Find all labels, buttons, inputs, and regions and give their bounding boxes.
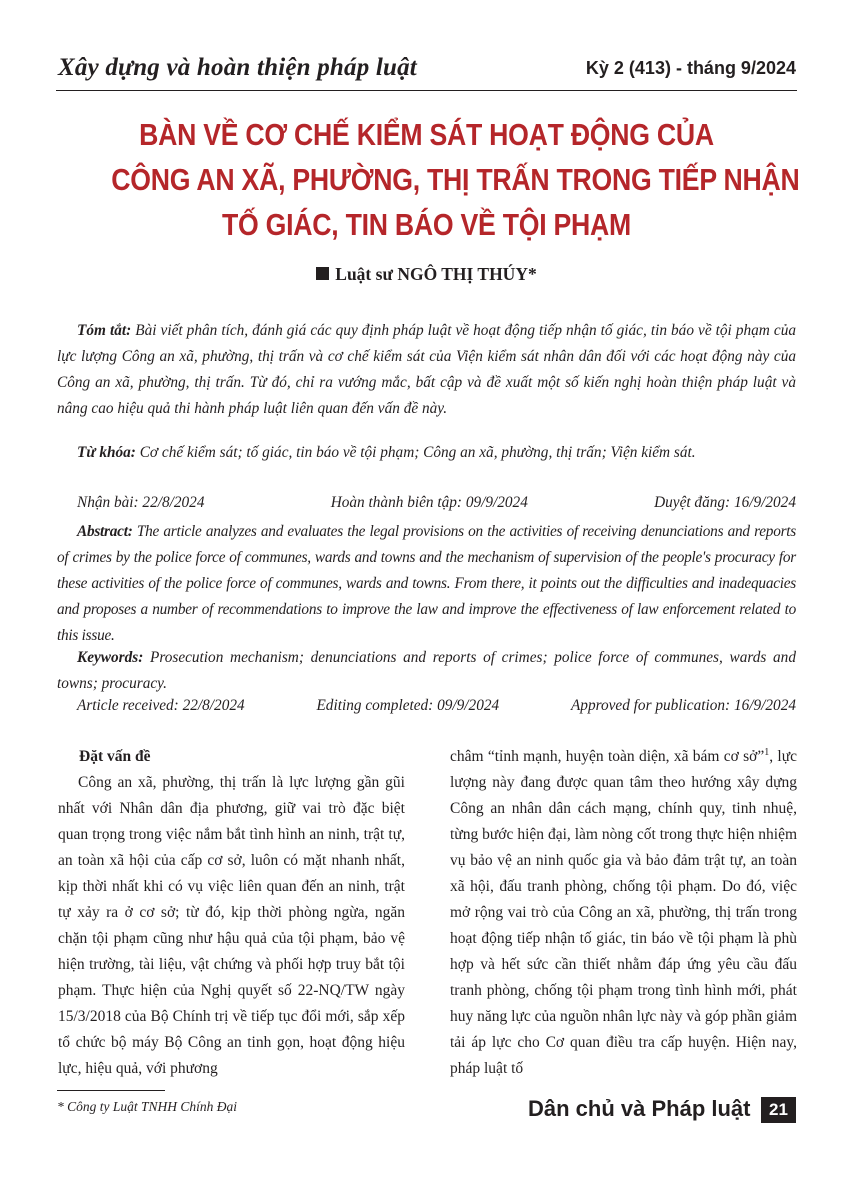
body-column-right: [450, 744, 797, 1082]
abstract-label: Abstract:: [77, 523, 133, 540]
author-name: Luật sư NGÔ THỊ THÚY*: [335, 264, 537, 284]
keywords-en-label: Keywords:: [77, 649, 144, 666]
footnote-divider: [57, 1090, 165, 1091]
keywords-text: Cơ chế kiểm sát; tố giác, tin báo về tội phạm; Công an xã, phường, thị trấn; Viện kiểm sát.: [139, 444, 696, 461]
header-divider: [56, 90, 797, 91]
author-line: [0, 264, 853, 285]
article-title: [111, 112, 800, 247]
magazine-name: Dân chủ và Pháp luật: [528, 1096, 751, 1121]
summary-label: Tóm tắt:: [77, 322, 132, 339]
summary-vi: [57, 318, 796, 422]
issue-info: Kỳ 2 (413) - tháng 9/2024: [585, 58, 796, 78]
date-approved-en: Approved for publication: 16/9/2024: [570, 697, 796, 714]
date-edited-en: Editing completed: 09/9/2024: [316, 697, 500, 714]
abstract-text: The article analyzes and evaluates the legal provisions on the activities of receiving denunciations and reports of crimes by the police force of communes, wards and towns and the mechanism of supervision of the people's procuracy for these activities of the police force of communes, wards and towns. From there, it points out the difficulties and inadequacies and proposes a number of recommendations to improve the law and improve the effectiveness of law enforcement related to this issue.: [57, 523, 796, 644]
summary-text: Bài viết phân tích, đánh giá các quy định pháp luật về hoạt động tiếp nhận tố giác, tin báo về tội phạm của lực lượng Công an xã, phường, thị trấn và cơ chế kiểm sát của Viện kiểm sát nhân dân đối với các hoạt động này của Công an xã, phường, thị trấn. Từ đó, chỉ ra vướng mắc, bất cập và đề xuất một số kiến nghị hoàn thiện pháp luật và nâng cao hiệu quả thi hành pháp luật liên quan đến vấn đề này.: [57, 322, 796, 417]
date-edited: Hoàn thành biên tập: 09/9/2024: [330, 494, 528, 511]
keywords-label: Từ khóa:: [77, 444, 136, 461]
date-approved: Duyệt đăng: 16/9/2024: [654, 494, 796, 511]
page-number: 21: [761, 1097, 796, 1123]
section-heading: Đặt vấn đề: [79, 748, 151, 765]
date-received-en: Article received: 22/8/2024: [77, 697, 245, 714]
keywords-vi: [57, 440, 796, 466]
date-received: Nhận bài: 22/8/2024: [77, 494, 205, 511]
paragraph-rest: , lực lượng này đang được quan tâm theo hướng xây dựng Công an nhân dân cách mạng, chính quy, tinh nhuệ, từng bước hiện đại, làm nòng cốt trong thực hiện nhiệm vụ bảo vệ an ninh quốc gia và bảo đảm trật tự, an toàn xã hội, đấu tranh phòng, chống tội phạm. Do đó, việc mở rộng vai trò của Công an xã, phường, thị trấn trong hoạt động tiếp nhận tố giác, tin báo về tội phạm là phù hợp và hết sức cần thiết nhằm đáp ứng yêu cầu đấu tranh phòng, chống tội phạm trong tình hình mới, phát huy năng lực của nguồn nhân lực này và góp phần giảm tải áp lực cho Cơ quan điều tra cấp huyện. Hiện nay, pháp luật tố: [450, 748, 797, 1077]
title-line: CÔNG AN XÃ, PHƯỜNG, THỊ TRẤN TRONG TIẾP NHẬN: [111, 162, 800, 197]
keywords-en: [57, 645, 796, 697]
dates-en: [77, 697, 796, 715]
body-column-left: [58, 744, 405, 1082]
title-line: BÀN VỀ CƠ CHẾ KIỂM SÁT HOẠT ĐỘNG CỦA: [139, 117, 714, 152]
keywords-en-text: Prosecution mechanism; denunciations and reports of crimes; police force of communes, wards and towns; procuracy.: [57, 649, 796, 692]
journal-name: Xây dựng và hoàn thiện pháp luật: [58, 54, 417, 81]
dates-vi: [77, 494, 796, 512]
body-paragraph-continued: [450, 744, 797, 1082]
footnote-ref: 1: [764, 746, 770, 758]
footnote: * Công ty Luật TNHH Chính Đại: [57, 1099, 238, 1114]
square-bullet-icon: [316, 267, 329, 280]
body-paragraph: Công an xã, phường, thị trấn là lực lượng gần gũi nhất với Nhân dân địa phương, giữ vai trò đặc biệt quan trọng trong việc nắm bắt tình hình an ninh, trật tự, an toàn xã hội của cấp cơ sở, luôn có mặt nhanh nhất, kịp thời nhất khi có vụ việc liên quan đến an ninh, trật tự xảy ra ở cơ sở; từ đó, kịp thời phòng ngừa, ngăn chặn tội phạm cũng như hậu quả của tội phạm, bảo vệ hiện trường, tài liệu, vật chứng và phối hợp truy bắt tội phạm. Thực hiện của Nghị quyết số 22-NQ/TW ngày 15/3/2018 của Bộ Chính trị về tiếp tục đổi mới, sắp xếp tổ chức bộ máy Bộ Công an tinh gọn, hoạt động hiệu lực, hiệu quả, với phương: [58, 774, 405, 1077]
paragraph-start: châm “tỉnh mạnh, huyện toàn diện, xã bám cơ sở”: [450, 748, 765, 765]
abstract-en: [57, 519, 796, 649]
title-line: TỐ GIÁC, TIN BÁO VỀ TỘI PHẠM: [222, 207, 631, 242]
